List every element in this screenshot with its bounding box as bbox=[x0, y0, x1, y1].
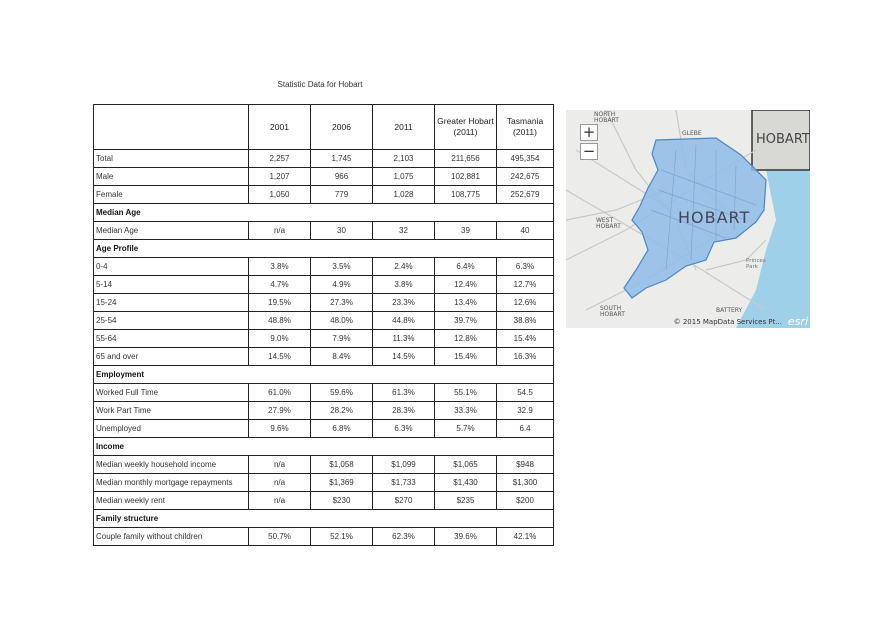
table-row bbox=[94, 150, 554, 168]
table-cell: 9.6% bbox=[249, 420, 311, 438]
row-label: 65 and over bbox=[94, 348, 249, 366]
table-cell: 1,075 bbox=[373, 168, 435, 186]
table-cell: 52.1% bbox=[311, 528, 373, 546]
table-cell: 13.4% bbox=[435, 294, 497, 312]
section-title: Family structure bbox=[94, 510, 554, 528]
table-cell: 39.6% bbox=[435, 528, 497, 546]
table-cell: 42.1% bbox=[497, 528, 554, 546]
section-header-row bbox=[94, 366, 554, 384]
table-cell: 23.3% bbox=[373, 294, 435, 312]
table-row bbox=[94, 258, 554, 276]
table-cell: 9.0% bbox=[249, 330, 311, 348]
map-label-text: HOBART bbox=[600, 311, 625, 318]
table-row bbox=[94, 168, 554, 186]
table-cell: 108,775 bbox=[435, 186, 497, 204]
esri-logo[interactable]: esri bbox=[787, 315, 808, 328]
table-cell: 61.3% bbox=[373, 384, 435, 402]
section-title: Income bbox=[94, 438, 554, 456]
table-cell: 8.4% bbox=[311, 348, 373, 366]
row-label: 25-54 bbox=[94, 312, 249, 330]
table-cell: 6.4 bbox=[497, 420, 554, 438]
table-cell: $1,430 bbox=[435, 474, 497, 492]
row-label: Worked Full Time bbox=[94, 384, 249, 402]
table-row bbox=[94, 492, 554, 510]
map-label-west-hobart bbox=[596, 218, 621, 230]
zoom-in-button[interactable]: + bbox=[580, 124, 598, 141]
row-label: 15-24 bbox=[94, 294, 249, 312]
table-cell: 4.7% bbox=[249, 276, 311, 294]
row-label: Male bbox=[94, 168, 249, 186]
map-label-south-hobart bbox=[600, 306, 625, 318]
table-cell: 40 bbox=[497, 222, 554, 240]
row-label: 0-4 bbox=[94, 258, 249, 276]
table-cell: 2.4% bbox=[373, 258, 435, 276]
table-cell: 15.4% bbox=[435, 348, 497, 366]
section-header-row bbox=[94, 204, 554, 222]
table-cell: 1,207 bbox=[249, 168, 311, 186]
table-cell: 12.4% bbox=[435, 276, 497, 294]
table-cell: 3.5% bbox=[311, 258, 373, 276]
table-cell: 1,050 bbox=[249, 186, 311, 204]
column-header: 2006 bbox=[311, 105, 373, 150]
row-label: Median weekly household income bbox=[94, 456, 249, 474]
table-cell: 3.8% bbox=[373, 276, 435, 294]
map-label-princes-park bbox=[746, 258, 766, 270]
table-cell: 30 bbox=[311, 222, 373, 240]
table-cell: 6.8% bbox=[311, 420, 373, 438]
row-label: Unemployed bbox=[94, 420, 249, 438]
section-header-row bbox=[94, 438, 554, 456]
table-row bbox=[94, 330, 554, 348]
table-cell: $270 bbox=[373, 492, 435, 510]
table-cell: 54.5 bbox=[497, 384, 554, 402]
row-label: Median monthly mortgage repayments bbox=[94, 474, 249, 492]
table-cell: 2,257 bbox=[249, 150, 311, 168]
table-cell: 7.9% bbox=[311, 330, 373, 348]
table-cell: 6.4% bbox=[435, 258, 497, 276]
hobart-map[interactable] bbox=[566, 110, 810, 328]
table-cell: 33.3% bbox=[435, 402, 497, 420]
table-cell: 50.7% bbox=[249, 528, 311, 546]
table-row bbox=[94, 222, 554, 240]
map-label-text: HOBART bbox=[596, 223, 621, 230]
row-label: Median weekly rent bbox=[94, 492, 249, 510]
table-cell: 102,881 bbox=[435, 168, 497, 186]
table-cell: 19.5% bbox=[249, 294, 311, 312]
table-cell: 14.5% bbox=[373, 348, 435, 366]
table-cell: 32 bbox=[373, 222, 435, 240]
table-cell: 779 bbox=[311, 186, 373, 204]
table-cell: 2,103 bbox=[373, 150, 435, 168]
column-header: Greater Hobart (2011) bbox=[435, 105, 497, 150]
table-cell: $1,300 bbox=[497, 474, 554, 492]
map-label-glebe: GLEBE bbox=[682, 130, 702, 137]
column-header: 2001 bbox=[249, 105, 311, 150]
table-row bbox=[94, 474, 554, 492]
map-label-battery: BATTERY bbox=[716, 307, 743, 314]
table-cell: $1,733 bbox=[373, 474, 435, 492]
table-cell: 5.7% bbox=[435, 420, 497, 438]
table-row bbox=[94, 294, 554, 312]
section-title: Employment bbox=[94, 366, 554, 384]
table-row bbox=[94, 420, 554, 438]
table-row bbox=[94, 456, 554, 474]
table-row bbox=[94, 528, 554, 546]
table-cell: 55.1% bbox=[435, 384, 497, 402]
table-cell: $230 bbox=[311, 492, 373, 510]
table-cell: 32.9 bbox=[497, 402, 554, 420]
map-label-text: NORTH bbox=[594, 111, 616, 118]
map-attribution: © 2015 MapData Services Pt... bbox=[673, 318, 782, 326]
map-label-text: Park bbox=[746, 264, 758, 270]
table-cell: 14.5% bbox=[249, 348, 311, 366]
table-cell: 59.6% bbox=[311, 384, 373, 402]
table-row bbox=[94, 402, 554, 420]
table-cell: 211,656 bbox=[435, 150, 497, 168]
table-cell: 6.3% bbox=[497, 258, 554, 276]
table-cell: n/a bbox=[249, 456, 311, 474]
table-cell: $235 bbox=[435, 492, 497, 510]
row-label: Median Age bbox=[94, 222, 249, 240]
map-label-text: Princes bbox=[746, 258, 766, 264]
document-title: Statistic Data for Hobart bbox=[277, 80, 363, 89]
table-cell: n/a bbox=[249, 492, 311, 510]
table-cell: 44.8% bbox=[373, 312, 435, 330]
table-row bbox=[94, 276, 554, 294]
map-label-north-hobart bbox=[594, 112, 619, 124]
row-label: 5-14 bbox=[94, 276, 249, 294]
map-label-hobart: HOBART bbox=[678, 208, 751, 227]
table-cell: 27.3% bbox=[311, 294, 373, 312]
section-title: Median Age bbox=[94, 204, 554, 222]
table-cell: 12.7% bbox=[497, 276, 554, 294]
table-cell: 12.6% bbox=[497, 294, 554, 312]
table-header-row bbox=[94, 105, 554, 150]
table-row bbox=[94, 348, 554, 366]
zoom-out-button[interactable]: − bbox=[580, 143, 598, 160]
table-cell: 4.9% bbox=[311, 276, 373, 294]
row-label: Female bbox=[94, 186, 249, 204]
table-cell: 6.3% bbox=[373, 420, 435, 438]
table-cell: 1,028 bbox=[373, 186, 435, 204]
table-row bbox=[94, 186, 554, 204]
table-cell: n/a bbox=[249, 474, 311, 492]
table-cell: 11.3% bbox=[373, 330, 435, 348]
row-label: 55-64 bbox=[94, 330, 249, 348]
table-cell: 495,354 bbox=[497, 150, 554, 168]
table-row bbox=[94, 312, 554, 330]
section-title: Age Profile bbox=[94, 240, 554, 258]
section-header-row bbox=[94, 240, 554, 258]
table-cell: $200 bbox=[497, 492, 554, 510]
table-cell: 242,675 bbox=[497, 168, 554, 186]
section-header-row bbox=[94, 510, 554, 528]
table-cell: $1,058 bbox=[311, 456, 373, 474]
table-cell: $1,369 bbox=[311, 474, 373, 492]
table-cell: 48.8% bbox=[249, 312, 311, 330]
table-cell: 28.3% bbox=[373, 402, 435, 420]
table-cell: 15.4% bbox=[497, 330, 554, 348]
map-label-text: WEST bbox=[596, 217, 614, 224]
table-cell: 48.0% bbox=[311, 312, 373, 330]
table-cell: n/a bbox=[249, 222, 311, 240]
table-row bbox=[94, 384, 554, 402]
map-inset-label: HOBART bbox=[756, 132, 810, 147]
table-cell: $948 bbox=[497, 456, 554, 474]
table-cell: 966 bbox=[311, 168, 373, 186]
table-cell: 39.7% bbox=[435, 312, 497, 330]
table-cell: 252,679 bbox=[497, 186, 554, 204]
table-cell: 27.9% bbox=[249, 402, 311, 420]
statistics-table bbox=[93, 104, 554, 546]
table-cell: 16.3% bbox=[497, 348, 554, 366]
row-label: Total bbox=[94, 150, 249, 168]
table-cell: 28.2% bbox=[311, 402, 373, 420]
table-cell: 1,745 bbox=[311, 150, 373, 168]
table-cell: 12.8% bbox=[435, 330, 497, 348]
table-cell: 3.8% bbox=[249, 258, 311, 276]
table-cell: $1,065 bbox=[435, 456, 497, 474]
column-header: Tasmania (2011) bbox=[497, 105, 554, 150]
column-header: 2011 bbox=[373, 105, 435, 150]
map-label-text: HOBART bbox=[594, 117, 619, 124]
map-label-text: SOUTH bbox=[600, 305, 622, 312]
row-label: Couple family without children bbox=[94, 528, 249, 546]
header-empty-cell bbox=[94, 105, 249, 150]
table-cell: 38.8% bbox=[497, 312, 554, 330]
row-label: Work Part Time bbox=[94, 402, 249, 420]
table-cell: 61.0% bbox=[249, 384, 311, 402]
table-cell: 39 bbox=[435, 222, 497, 240]
table-cell: 62.3% bbox=[373, 528, 435, 546]
table-cell: $1,099 bbox=[373, 456, 435, 474]
